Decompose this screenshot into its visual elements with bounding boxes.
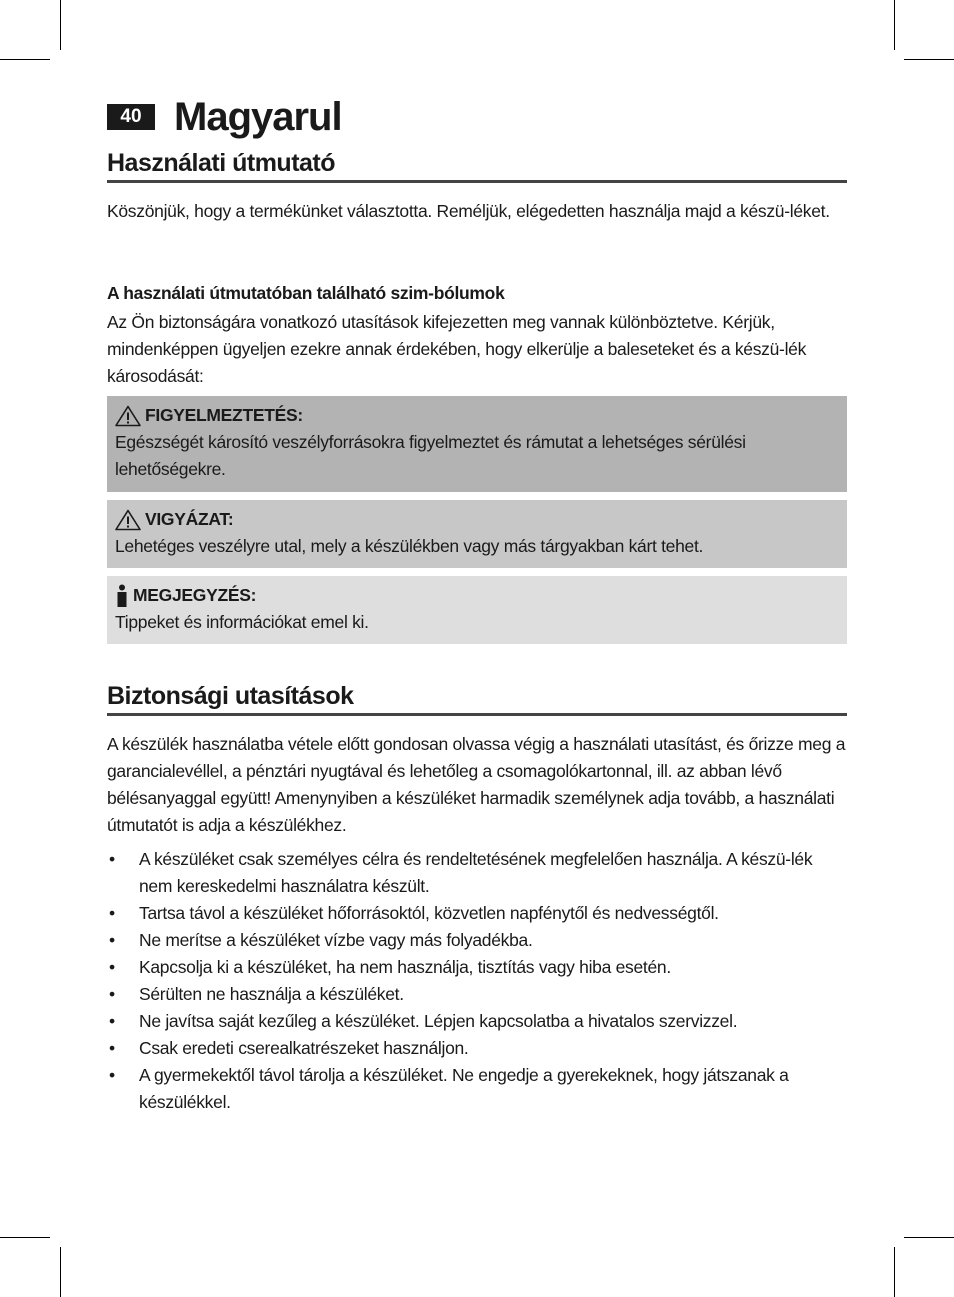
symbols-paragraph: Az Ön biztonságára vonatkozó utasítások kifejezetten meg vannak különböztetve. Kérjük, mindenképpen ügyeljen ezekre annak érdekében, hogy elkerülje a baleseteket és a készü-lék károsodását: <box>107 312 807 386</box>
caution-label: VIGYÁZAT: <box>145 509 234 529</box>
crop-mark <box>894 0 895 50</box>
list-item: • Sérülten ne használja a készüléket. <box>107 981 847 1008</box>
bullet-symbol: • <box>109 849 115 869</box>
bullet-symbol: • <box>109 984 115 1004</box>
warning-box <box>107 396 847 492</box>
crop-mark <box>0 1237 50 1238</box>
language-title: Magyarul <box>174 95 342 139</box>
note-box <box>107 576 847 644</box>
crop-mark <box>904 1237 954 1238</box>
crop-mark <box>894 1247 895 1297</box>
bullet-symbol: • <box>109 957 115 977</box>
bullet-symbol: • <box>109 903 115 923</box>
warning-text: Egészségét károsító veszélyforrásokra figyelmeztet és rámutat a lehetséges sérülési lehetőségekre. <box>115 432 746 479</box>
crop-mark <box>60 1247 61 1297</box>
list-item: • Ne merítse a készüléket vízbe vagy más folyadékba. <box>107 927 847 954</box>
intro-paragraph: Köszönjük, hogy a termékünket választotta. Reméljük, elégedetten használja majd a készü-léket. <box>107 201 830 221</box>
warning-triangle-icon <box>115 405 141 427</box>
bullet-symbol: • <box>109 1011 115 1031</box>
warning-label: FIGYELMEZTETÉS: <box>145 405 303 425</box>
page-number: 40 <box>107 104 155 130</box>
bullet-symbol: • <box>109 1038 115 1058</box>
safety-bullet-list <box>107 846 847 1116</box>
caution-text: Lehetéges veszélyre utal, mely a készülékben vagy más tárgyakban kárt tehet. <box>115 536 704 556</box>
list-item: • A készüléket csak személyes célra és rendeltetésének megfelelően használja. A készü-lék nem kereskedelmi használatra készült. <box>107 846 847 900</box>
safety-intro-paragraph: A készülék használatba vétele előtt gondosan olvassa végig a használati utasítást, és őrizze meg a garancialevéllel, a pénztári nyugtával és lehetőleg a csomagolókartonnal, ill. az abban lévő bélésanyaggal együtt! Amenynyiben a készüléket harmadik személynek adja tovább, a használati útmutatót is adja a készülékhez. <box>107 734 846 835</box>
note-label: MEGJEGYZÉS: <box>133 585 257 605</box>
info-icon <box>115 584 129 608</box>
caution-box <box>107 500 847 568</box>
caution-heading <box>115 506 839 533</box>
list-item: • Tartsa távol a készüléket hőforrásoktól, közvetlen napfénytől és nedvességtől. <box>107 900 847 927</box>
warning-heading <box>115 402 839 429</box>
note-text: Tippeket és információkat emel ki. <box>115 612 369 632</box>
list-item: • Kapcsolja ki a készüléket, ha nem használja, tisztítás vagy hiba esetén. <box>107 954 847 981</box>
section-title-usage-guide: Használati útmutató <box>107 146 847 183</box>
bullet-symbol: • <box>109 1065 115 1085</box>
note-heading <box>115 582 839 609</box>
crop-mark <box>0 59 50 60</box>
crop-mark <box>904 59 954 60</box>
symbols-heading: A használati útmutatóban található szim-bólumok <box>107 283 505 303</box>
list-item: • Csak eredeti cserealkatrészeket használjon. <box>107 1035 847 1062</box>
bullet-symbol: • <box>109 930 115 950</box>
list-item: • Ne javítsa saját kezűleg a készüléket. Lépjen kapcsolatba a hivatalos szervizzel. <box>107 1008 847 1035</box>
crop-mark <box>60 0 61 50</box>
section-title-safety: Biztonsági utasítások <box>107 679 847 716</box>
warning-triangle-icon <box>115 509 141 531</box>
list-item: • A gyermekektől távol tárolja a készüléket. Ne engedje a gyerekeknek, hogy játszanak a készülékkel. <box>107 1062 847 1116</box>
